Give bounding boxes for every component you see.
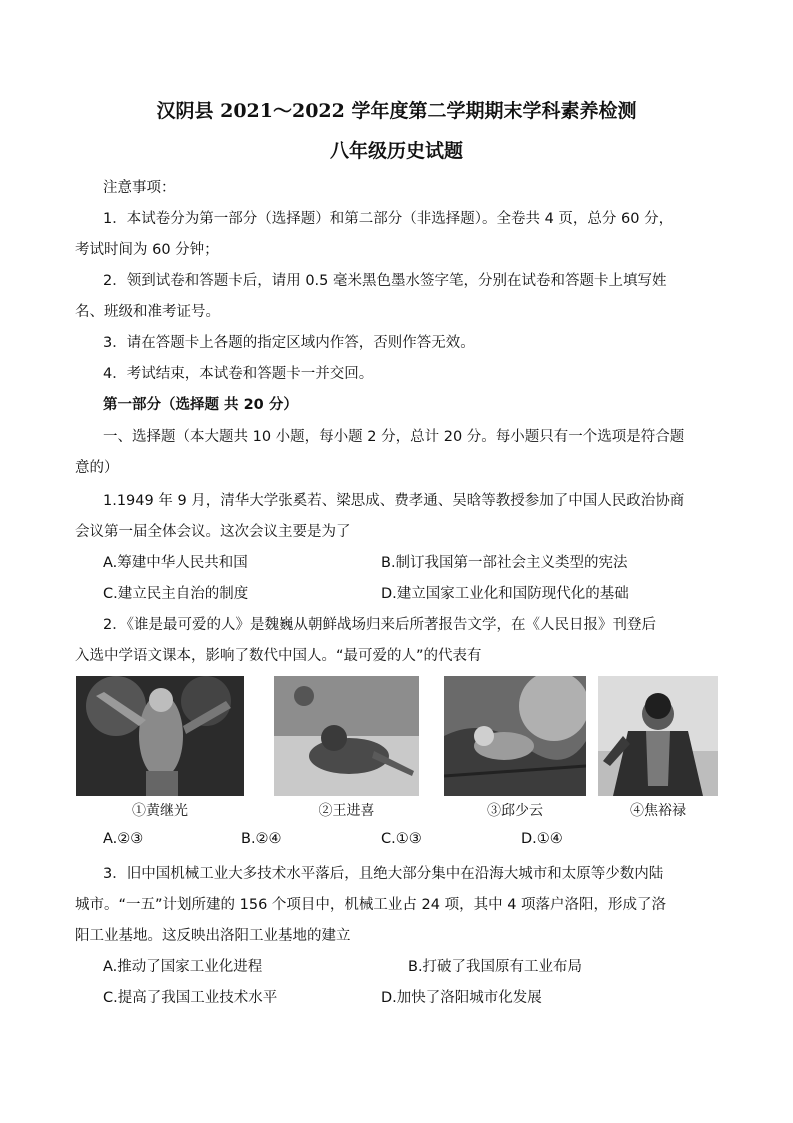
q3-stem: 阳工业基地。这反映出洛阳工业基地的建立 <box>75 928 351 944</box>
part1-instructions: 一、选择题（本大题共 10 小题，每小题 2 分，总计 20 分。每小题只有一个选项是符合题 <box>103 429 685 445</box>
notice-line: 名、班级和准考证号。 <box>75 304 220 320</box>
photo-caption: ②王进喜 <box>318 803 375 819</box>
notice-line: 4．考试结束，本试卷和答题卡一并交回。 <box>103 366 374 382</box>
notice-line: 2．领到试卷和答题卡后，请用 0.5 毫米黑色墨水签字笔，分别在试卷和答题卡上填写姓 <box>103 273 667 289</box>
photo-jiao-yulu <box>598 676 718 796</box>
q1-option-c: C.建立民主自治的制度 <box>103 586 249 602</box>
exam-title: 汉阴县 2021～2022 学年度第二学期期末学科素养检测 <box>156 100 637 122</box>
photo-wang-jinxi <box>274 676 419 796</box>
q2-option-a: A.②③ <box>103 831 144 847</box>
photo-caption: ①黄继光 <box>132 803 188 819</box>
q3-option-c: C.提高了我国工业技术水平 <box>103 990 278 1006</box>
q2-option-b: B.②④ <box>241 831 282 847</box>
q1-option-a: A.筹建中华人民共和国 <box>103 555 248 571</box>
notice-line: 1．本试卷分为第一部分（选择题）和第二部分（非选择题）。全卷共 4 页，总分 60 分， <box>103 211 674 227</box>
q1-option-b: B.制订我国第一部社会主义类型的宪法 <box>381 555 628 571</box>
q3-option-d: D.加快了洛阳城市化发展 <box>381 990 542 1006</box>
q3-stem: 3．旧中国机械工业大多技术水平落后，且绝大部分集中在沿海大城市和太原等少数内陆 <box>103 866 664 882</box>
photo-caption: ③邱少云 <box>487 803 543 819</box>
q1-option-d: D.建立国家工业化和国防现代化的基础 <box>381 586 629 602</box>
notice-line: 3．请在答题卡上各题的指定区域内作答，否则作答无效。 <box>103 335 475 351</box>
photo-caption: ④焦裕禄 <box>630 803 686 819</box>
part1-heading: 第一部分（选择题 共 20 分） <box>103 397 298 413</box>
q1-stem: 会议第一届全体会议。这次会议主要是为了 <box>75 524 351 540</box>
q3-stem: 城市。“一五”计划所建的 156 个项目中，机械工业占 24 项，其中 4 项落户洛阳，形成了洛 <box>75 897 667 913</box>
q1-stem: 1.1949 年 9 月，清华大学张奚若、梁思成、费孝通、吴晗等教授参加了中国人民政治协商 <box>103 493 685 509</box>
q2-option-d: D.①④ <box>521 831 563 847</box>
q2-stem: 2．《谁是最可爱的人》是魏巍从朝鲜战场归来后所著报告文学，在《人民日报》刊登后 <box>103 617 656 633</box>
q3-option-b: B.打破了我国原有工业布局 <box>408 959 583 975</box>
q2-stem: 入选中学语文课本，影响了数代中国人。“最可爱的人”的代表有 <box>75 648 482 664</box>
photo-huang-jiguang <box>76 676 244 796</box>
notice-line: 考试时间为 60 分钟； <box>75 242 219 258</box>
photo-qiu-shaoyun <box>444 676 586 796</box>
q3-option-a: A.推动了国家工业化进程 <box>103 959 263 975</box>
exam-subtitle: 八年级历史试题 <box>329 140 463 162</box>
part1-instructions: 意的） <box>75 460 119 476</box>
notice-heading: 注意事项： <box>103 180 176 196</box>
q2-option-c: C.①③ <box>381 831 422 847</box>
